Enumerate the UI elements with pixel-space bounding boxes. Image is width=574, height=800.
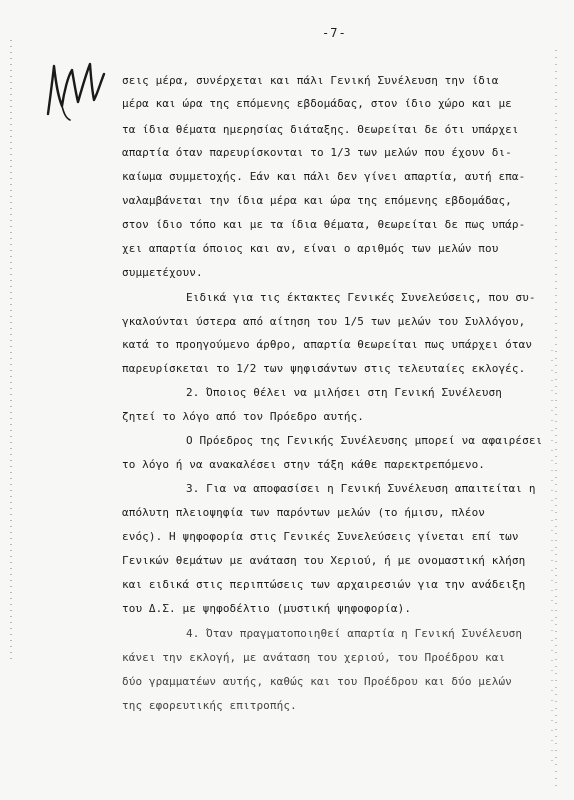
text-line: ζητεί το λόγο από τον Πρόεδρο αυτής.	[122, 410, 365, 423]
text-line: και ειδικά στις περιπτώσεις των αρχαιρεσιών για την ανάδειξη	[122, 578, 526, 591]
text-line: κάνει την εκλογή, με ανάταση του χεριού, του Προέδρου και	[122, 651, 506, 664]
text-line: 4. Όταν πραγματοποιηθεί απαρτία η Γενική Συνέλευση	[186, 627, 523, 640]
text-line: στον ίδιο τόπο και με τα ίδια θέματα, θεωρείται δε πως υπάρ-	[122, 218, 526, 231]
text-line: παρευρίσκεται το 1/2 των ψηφισάντων στις τελευταίες εκλογές.	[122, 362, 526, 375]
text-line: απόλυτη πλειοψηφία των παρόντων μελών (το ήμισυ, πλέον	[122, 506, 486, 519]
text-line: σεις μέρα, συνέρχεται και πάλι Γενική Συνέλευση την ίδια	[122, 74, 499, 87]
text-line: 3. Για να αποφασίσει η Γενική Συνέλευση απαιτείται η	[186, 482, 536, 495]
text-line: Γενικών θεμάτων με ανάταση του Χεριού, ή με ονομαστική κλήση	[122, 554, 526, 567]
text-line: απαρτία όταν παρευρίσκονται το 1/3 των μελών που έχουν δι-	[122, 146, 512, 159]
page-number: -7-	[322, 26, 347, 40]
text-line: ναλαμβάνεται την ίδια μέρα και ώρα της επόμενης εβδομάδας,	[122, 194, 512, 207]
text-line: ενός). Η ψηφοφορία στις Γενικές Συνελεύσεις γίνεται επί των	[122, 530, 519, 543]
text-line: καίωμα συμμετοχής. Εάν και πάλι δεν γίνει απαρτία, αυτή επα-	[122, 170, 526, 183]
text-line: τα ίδια θέματα ημερησίας διάταξης. Θεωρείται δε ότι υπάρχει	[122, 123, 519, 136]
text-line: γκαλούνται ύστερα από αίτηση του 1/5 των μελών του Συλλόγου,	[122, 315, 526, 328]
text-line: της εφορευτικής επιτροπής.	[122, 699, 297, 712]
text-line: κατά το προηγούμενο άρθρο, απαρτία θεωρείται πως υπάρχει όταν	[122, 338, 533, 351]
right-margin-marks	[548, 50, 562, 790]
text-line: χει απαρτία όποιος και αν, είναι ο αριθμός των μελών που	[122, 242, 499, 255]
text-line: δύο γραμματέων αυτής, καθώς και του Προέδρου και δύο μελών	[122, 675, 512, 688]
text-line: Ο Πρόεδρος της Γενικής Συνέλευσης μπορεί να αφαιρέσει	[186, 434, 543, 447]
text-line: μέρα και ώρα της επόμενης εβδομάδας, στον ίδιο χώρο και με	[122, 97, 512, 110]
text-line: 2. Όποιος θέλει να μιλήσει στη Γενική Συνέλευση	[186, 386, 502, 399]
text-line: Ειδικά για τις έκτακτες Γενικές Συνελεύσεις, που συ-	[186, 291, 536, 304]
text-line: του Δ.Σ. με ψηφοδέλτιο (μυστική ψηφοφορία).	[122, 602, 412, 615]
left-margin-marks	[6, 40, 16, 660]
text-line: το λόγο ή να ανακαλέσει στην τάξη κάθε παρεκτρεπόμενο.	[122, 458, 486, 471]
handwritten-initials	[40, 44, 110, 124]
text-line: συμμετέχουν.	[122, 266, 203, 279]
